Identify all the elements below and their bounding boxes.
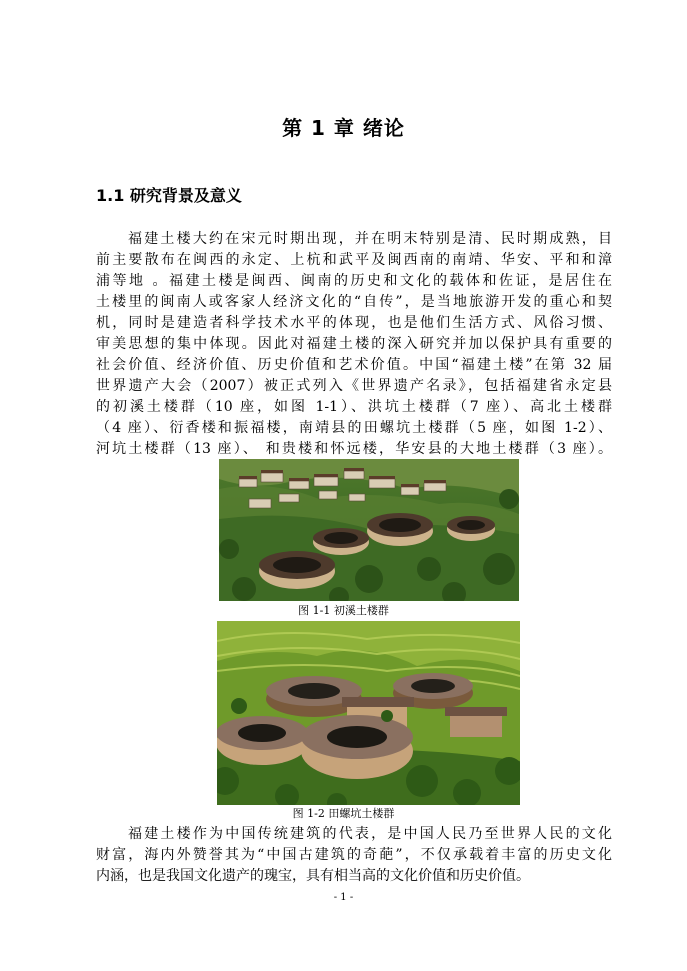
paragraph-1-line: （4 座）、衍香楼和振福楼，南靖县的田螺坑土楼群（5 座，如图 1-2）、 [96,420,612,436]
paragraph-1-line: 前主要散布在闽西的永定、上杭和武平及闽西南的南靖、华安、平和和漳 [96,252,612,268]
section-heading: 1.1 研究背景及意义 [96,186,242,205]
chapter-title: 第 1 章 绪论 [282,116,405,140]
paragraph-1-line: 河坑土楼群（13 座）、 和贵楼和怀远楼，华安县的大地土楼群（3 座）。 [96,441,612,457]
paragraph-1-line: 社会价值、经济价值、历史价值和艺术价值。中国“福建土楼”在第 32 届 [96,357,612,373]
paragraph-2-line: 财富，海内外赞誉其为“中国古建筑的奇葩”，不仅承载着丰富的历史文化 [96,847,612,863]
figure-2-caption: 图 1-2 田螺坑土楼群 [292,807,395,820]
paragraph-2-line: 福建土楼作为中国传统建筑的代表，是中国人民乃至世界人民的文化 [128,826,612,842]
paragraph-1-line: 审美思想的集中体现。因此对福建土楼的深入研究并加以保护具有重要的 [96,336,612,352]
page-number: - 1 - [333,892,354,903]
paragraph-1-line: 世界遗产大会（2007）被正式列入《世界遗产名录》，包括福建省永定县 [96,378,612,394]
paragraph-1-line: 机，同时是建造者科学技术水平的体现，也是他们生活方式、风俗习惯、 [96,315,612,331]
figure-1-caption: 图 1-1 初溪土楼群 [298,604,389,617]
paragraph-1-line: 浦等地 。福建土楼是闽西、闽南的历史和文化的载体和佐证，是居住在 [96,273,612,289]
paragraph-1-line: 土楼里的闽南人或客家人经济文化的“自传”，是当地旅游开发的重心和契 [96,294,612,310]
paragraph-2-line: 内涵，也是我国文化遗产的瑰宝，具有相当高的文化价值和历史价值。 [96,868,530,884]
paragraph-1-line: 的初溪土楼群（10 座，如图 1-1）、洪坑土楼群（7 座）、高北土楼群 [96,399,612,415]
figure-chuxi-tulou-photo [219,459,519,601]
paragraph-1-line: 福建土楼大约在宋元时期出现，并在明末特别是清、民时期成熟，目 [128,231,612,247]
figure-tianluokeng-tulou-photo [217,621,520,805]
